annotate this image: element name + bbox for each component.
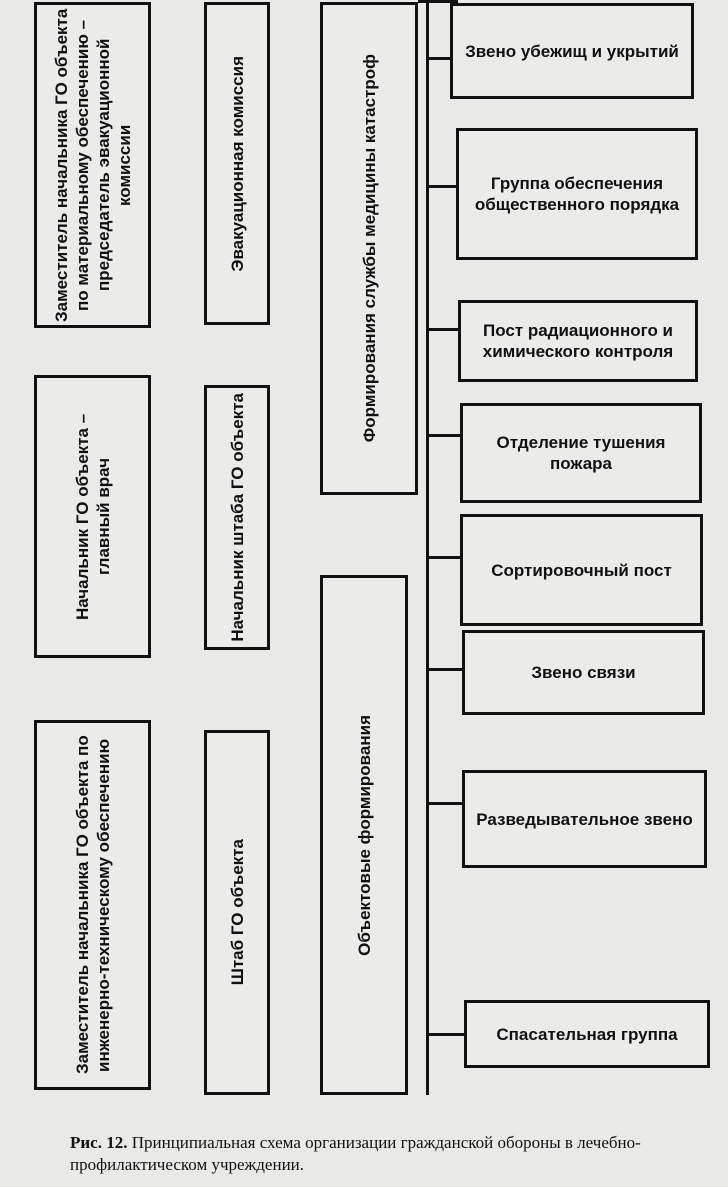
sorting-post-label: Сортировочный пост — [491, 560, 672, 580]
staff-box — [204, 730, 270, 1095]
connector-reconnaissance — [426, 802, 462, 805]
connector-firefighting — [426, 434, 460, 437]
figure-caption-text: Принципиальная схема организации гражданской обороны в лечебно-профилактическом учреждении. — [70, 1133, 641, 1174]
radiation-chemical-post-label: Пост радиационного и химического контроля — [482, 321, 674, 361]
connector-shelter — [426, 57, 450, 60]
connector-vertical — [426, 0, 429, 1095]
radiation-chemical-post-box — [458, 300, 698, 382]
reconnaissance-unit-label: Разведывательное звено — [476, 809, 693, 829]
object-formations-label: Объектовые формирования — [354, 714, 374, 956]
deputy-engineering-label: Заместитель начальника ГО объекта по инженерно-техническому обеспечению — [72, 735, 113, 1075]
deputy-material-box — [34, 2, 151, 328]
connector-radiation — [426, 328, 458, 331]
deputy-material-label: Заместитель начальника ГО объекта по материальному обеспечению – председатель эвакуационной комиссии — [51, 8, 134, 322]
sorting-post-box — [460, 514, 703, 626]
figure-caption — [70, 1132, 720, 1176]
head-chief-doctor-box — [34, 375, 151, 658]
medical-formations-box — [320, 2, 418, 495]
connector-rescue — [426, 1033, 464, 1036]
shelter-unit-box — [450, 3, 694, 99]
connector-sorting — [426, 556, 460, 559]
medical-formations-label: Формирования службы медицины катастроф — [359, 54, 379, 443]
public-order-group-box — [456, 128, 698, 260]
shelter-unit-label: Звено убежищ и укрытий — [465, 41, 679, 61]
firefighting-unit-label: Отделение тушения пожара — [496, 433, 666, 473]
firefighting-unit-box — [460, 403, 702, 503]
chief-of-staff-label: Начальник штаба ГО объекта — [227, 393, 247, 642]
chief-of-staff-box — [204, 385, 270, 650]
figure-caption-label: Рис. 12. — [70, 1133, 128, 1152]
evacuation-commission-box — [204, 2, 270, 325]
public-order-group-label: Группа обеспечения общественного порядка — [474, 174, 680, 214]
communication-unit-box — [462, 630, 705, 715]
reconnaissance-unit-box — [462, 770, 707, 868]
evacuation-commission-label: Эвакуационная комиссия — [227, 55, 247, 272]
rescue-group-box — [464, 1000, 710, 1068]
connector-communication — [426, 668, 462, 671]
staff-label: Штаб ГО объекта — [227, 839, 247, 986]
communication-unit-label: Звено связи — [531, 663, 636, 682]
head-chief-doctor-label: Начальник ГО объекта – главный врач — [72, 413, 113, 620]
deputy-engineering-box — [34, 720, 151, 1090]
rescue-group-label: Спасательная группа — [496, 1024, 678, 1044]
connector-public-order — [426, 185, 456, 188]
object-formations-box — [320, 575, 408, 1095]
